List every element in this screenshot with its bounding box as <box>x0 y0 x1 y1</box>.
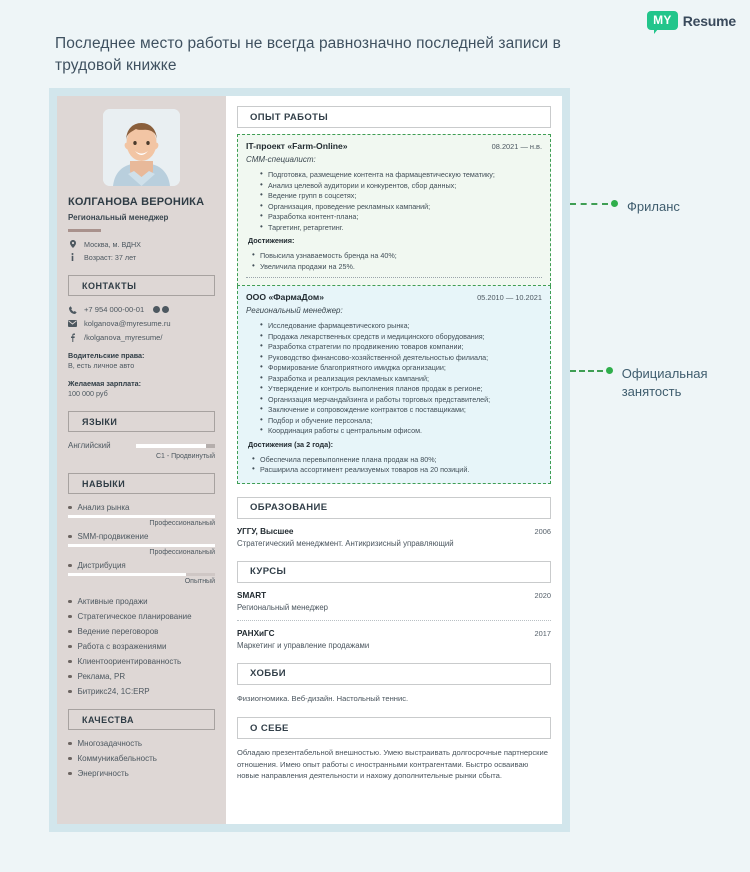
bullet-icon <box>68 742 72 746</box>
education-title: УГГУ, Высшее <box>237 526 294 536</box>
bullet-icon <box>68 615 72 619</box>
language-level-bar <box>136 444 215 448</box>
list-item <box>68 642 215 651</box>
job-separator <box>246 277 542 278</box>
job-duty: • Разработка контент-плана; <box>260 212 542 223</box>
rated-skill-item <box>68 532 215 556</box>
divider-rule <box>68 229 101 232</box>
resume-card <box>57 96 562 824</box>
job-entry-freelance <box>237 134 551 286</box>
plain-skill: Стратегическое планирование <box>77 612 192 621</box>
resume-panel <box>49 88 570 832</box>
annotation-label: Официальная занятость <box>621 366 708 399</box>
list-item <box>68 754 215 763</box>
course-entry <box>237 591 551 600</box>
language-level-caption: C1 - Продвинутый <box>155 453 215 460</box>
skill-level-bar <box>68 573 215 576</box>
resume-sidebar <box>57 96 226 824</box>
education-year: 2006 <box>534 526 551 536</box>
bullet-icon <box>68 564 72 568</box>
skill-level-caption: Профессиональный <box>149 549 215 556</box>
job-duty: • Ведение групп в соцсетях; <box>260 191 542 202</box>
contact-facebook[interactable] <box>68 333 215 342</box>
list-item <box>68 627 215 636</box>
salary-label: Желаемая зарплата: <box>68 379 142 388</box>
candidate-name: КОЛГАНОВА ВЕРОНИКА <box>68 196 205 208</box>
skill-name: Анализ рынка <box>77 503 130 512</box>
job-achievement: • Повысила узнаваемость бренда на 40%; <box>252 251 542 262</box>
annotation-label: Фриланс <box>627 199 680 214</box>
info-location <box>68 240 215 249</box>
education-entry <box>237 527 551 536</box>
job-duty: • Формирование благоприятного имиджа организации; <box>260 363 542 374</box>
skill-level-bar <box>68 515 215 518</box>
section-header-courses: КУРСЫ <box>237 561 551 583</box>
annotation-freelance <box>570 198 680 216</box>
skill-level-caption: Профессиональный <box>149 520 215 527</box>
plain-skill: Работа с возражениями <box>77 642 167 651</box>
about-text: Обладаю презентабельной внешностью. Умею выстраивать долгосрочные партнерские отношения. Имею опыт работы с иностранными контрагентами. Быстро осваиваю новые направления деятельности и нахожу дополнительные рынки сбыта. <box>237 748 548 780</box>
course-year: 2017 <box>534 628 551 638</box>
bullet-icon <box>68 660 72 664</box>
location-pin-icon <box>68 240 77 248</box>
sidebar-header-languages: ЯЗЫКИ <box>68 411 215 432</box>
job-duty: • Подбор и обучение персонала; <box>260 416 542 427</box>
resume-main <box>226 96 562 824</box>
bullet-icon <box>68 600 72 604</box>
license-value: B, есть личное авто <box>68 361 135 370</box>
course-subtitle: Региональный менеджер <box>237 602 329 612</box>
bullet-icon <box>68 772 72 776</box>
candidate-role: Региональный менеджер <box>68 213 169 222</box>
list-item <box>68 672 215 681</box>
job-organization: ООО «ФармаДом» <box>246 292 324 302</box>
job-duty: • Организация мерчандайзинга и работы торговых представителей; <box>260 395 542 406</box>
logo-badge: MY <box>647 11 678 30</box>
education-subtitle: Стратегический менеджмент. Антикризисный управляющий <box>237 538 454 548</box>
connector-line <box>570 203 608 205</box>
section-header-experience: ОПЫТ РАБОТЫ <box>237 106 551 128</box>
section-header-education: ОБРАЗОВАНИЕ <box>237 497 551 519</box>
bullet-icon <box>68 675 72 679</box>
myresume-logo[interactable] <box>647 11 736 30</box>
job-duty-list <box>260 321 542 437</box>
envelope-icon <box>68 320 77 327</box>
bullet-icon <box>68 645 72 649</box>
skill-name: SMM-продвижение <box>77 532 149 541</box>
annotation-dot-icon <box>611 200 618 207</box>
job-achievements-label: Достижения: <box>248 236 295 245</box>
job-duty: • Подготовка, размещение контента на фармацевтическую тематику; <box>260 170 542 181</box>
job-achievement: • Расширила ассортимент реализуемых товаров на 20 позиций. <box>252 465 542 476</box>
job-achievement-list <box>252 251 542 272</box>
job-position: СММ-специалист: <box>246 155 316 164</box>
bullet-icon <box>68 757 72 761</box>
plain-skill: Битрикс24, 1C:ERP <box>77 687 150 696</box>
messenger-badges[interactable] <box>153 306 169 313</box>
job-duty: • Исследование фармацевтического рынка; <box>260 321 542 332</box>
job-dates: 08.2021 — н.в. <box>491 142 542 151</box>
list-item <box>68 657 215 666</box>
quality: Многозадачность <box>77 739 143 748</box>
whatsapp-icon[interactable] <box>153 306 160 313</box>
course-entry <box>237 629 551 638</box>
bullet-icon <box>68 630 72 634</box>
bullet-icon <box>68 506 72 510</box>
job-duty: • Разработка стратегии по продвижению товаров компании; <box>260 342 542 353</box>
quality: Энергичность <box>77 769 129 778</box>
sidebar-header-contacts: КОНТАКТЫ <box>68 275 215 296</box>
job-entry-official <box>237 286 551 484</box>
telegram-icon[interactable] <box>162 306 169 313</box>
facebook-icon <box>68 333 77 342</box>
list-item <box>68 597 215 606</box>
section-header-about: О СЕБЕ <box>237 717 551 739</box>
hobby-text: Физиогномика. Веб-дизайн. Настольный теннис. <box>237 693 409 703</box>
job-achievement: • Обеспечила перевыполнение плана продаж на 80%; <box>252 455 542 466</box>
job-duty: • Координация работы с центральным офисом. <box>260 426 542 437</box>
connector-line <box>570 370 603 372</box>
course-title: SMART <box>237 590 267 600</box>
rated-skill-item <box>68 561 215 585</box>
sidebar-header-qualities: КАЧЕСТВА <box>68 709 215 730</box>
logo-wordmark: Resume <box>682 12 736 29</box>
plain-skill: Реклама, PR <box>77 672 126 681</box>
job-duty: • Руководство финансово-хозяйственной деятельностью филиала; <box>260 353 542 364</box>
job-duty: • Заключение и сопровождение контрактов с поставщиками; <box>260 405 542 416</box>
info-icon <box>68 253 77 261</box>
course-divider <box>237 620 551 621</box>
info-age <box>68 253 215 262</box>
contact-phone-text: +7 954 000-00-01 <box>84 305 145 314</box>
plain-skill: Активные продажи <box>77 597 148 606</box>
skill-name: Дистрибуция <box>77 561 126 570</box>
plain-skill: Клиентоориентированность <box>77 657 182 666</box>
info-age-text: Возраст: 37 лет <box>84 253 137 262</box>
info-location-text: Москва, м. ВДНХ <box>84 240 141 249</box>
phone-icon <box>68 306 77 314</box>
job-duty: • Анализ целевой аудитории и конкурентов, сбор данных; <box>260 181 542 192</box>
skill-level-bar <box>68 544 215 547</box>
contact-facebook-text: /kolganova_myresume/ <box>84 333 163 342</box>
job-achievement-list <box>252 455 542 476</box>
language-name: Английский <box>68 441 111 450</box>
quality: Коммуникабельность <box>77 754 157 763</box>
annotation-official-employment <box>570 365 750 401</box>
job-organization: IT-проект «Farm-Online» <box>246 141 348 151</box>
job-duty: • Разработка и реализация рекламных кампаний; <box>260 374 542 385</box>
contact-phone[interactable] <box>68 305 215 314</box>
plain-skill: Ведение переговоров <box>77 627 159 636</box>
job-duty: • Утверждение и контроль выполнения планов продаж в регионе; <box>260 384 542 395</box>
bullet-icon <box>68 535 72 539</box>
job-dates: 05.2010 — 10.2021 <box>477 293 542 302</box>
job-duty-list <box>260 170 542 233</box>
job-duty: • Продажа лекарственных средств и медицинского оборудования; <box>260 332 542 343</box>
page-headline: Последнее место работы не всегда равнозначно последней записи в трудовой книжке <box>55 35 561 74</box>
job-achievement: • Увеличила продажи на 25%. <box>252 262 542 273</box>
avatar <box>103 109 180 186</box>
skill-level-caption: Опытный <box>184 578 215 585</box>
course-subtitle: Маркетинг и управление продажами <box>237 640 370 650</box>
job-position: Региональный менеджер: <box>246 306 343 315</box>
language-item <box>68 441 215 450</box>
list-item <box>68 612 215 621</box>
list-item <box>68 687 215 696</box>
job-duty: • Организация, проведение рекламных кампаний; <box>260 202 542 213</box>
course-year: 2020 <box>534 590 551 600</box>
license-label: Водительские права: <box>68 351 145 360</box>
salary-value: 100 000 руб <box>68 389 108 398</box>
rated-skill-item <box>68 503 215 527</box>
list-item <box>68 739 215 748</box>
contact-email-text: kolganova@myresume.ru <box>84 319 171 328</box>
bullet-icon <box>68 690 72 694</box>
sidebar-header-skills: НАВЫКИ <box>68 473 215 494</box>
job-achievements-label: Достижения (за 2 года): <box>248 439 334 449</box>
course-title: РАНХиГС <box>237 628 275 638</box>
annotation-dot-icon <box>606 367 613 374</box>
job-duty: • Таргетинг, ретаргетинг. <box>260 223 542 234</box>
contact-email[interactable] <box>68 319 215 328</box>
section-header-hobby: ХОББИ <box>237 663 551 685</box>
list-item <box>68 769 215 778</box>
